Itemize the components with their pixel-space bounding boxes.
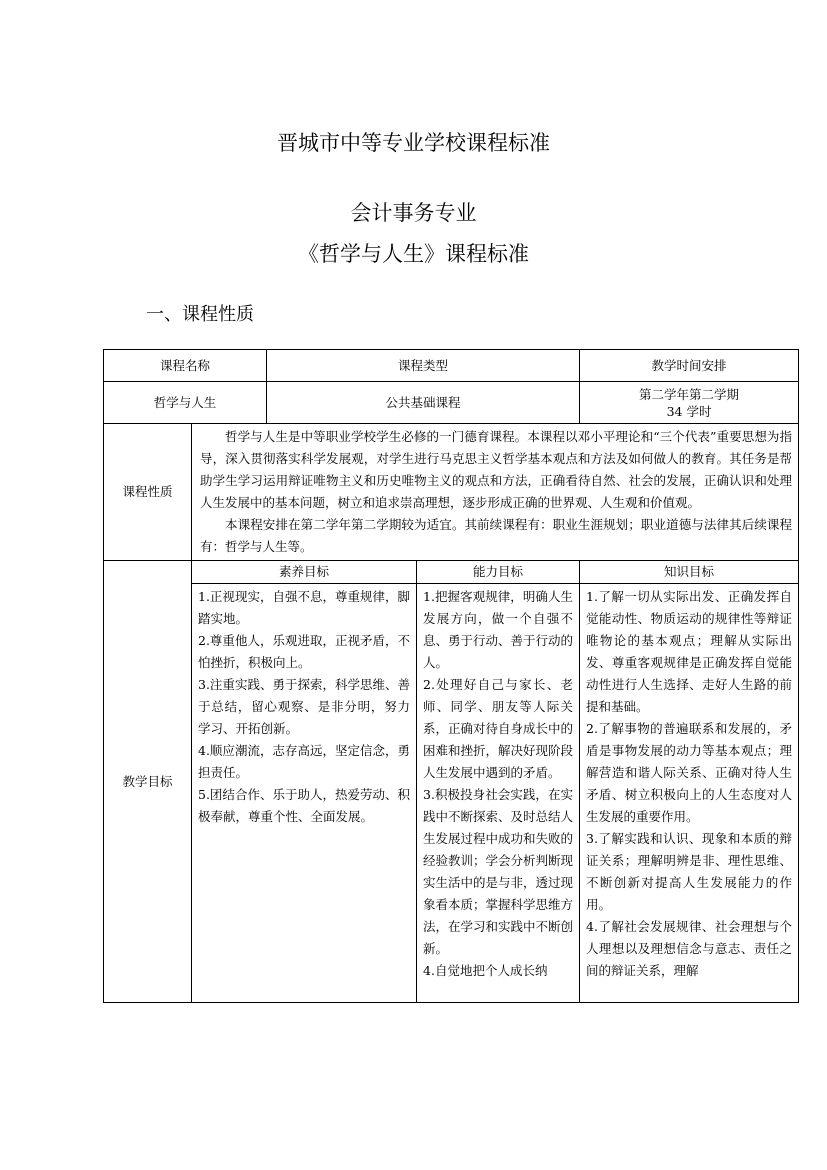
goals-header-row bbox=[104, 561, 799, 584]
list-item: 4.了解社会发展规律、社会理想与个人理想以及理想信念与意志、责任之间的辩证关系，理解 bbox=[586, 919, 793, 978]
course-nature-text bbox=[192, 424, 799, 561]
teaching-goals-label: 教学目标 bbox=[104, 561, 192, 1003]
course-nature-para-2: 本课程安排在第二学年第二学期较为适宜。其前续课程有：职业生涯规划；职业道德与法律其后续课程有：哲学与人生等。 bbox=[200, 517, 793, 554]
goals-content-row bbox=[104, 584, 799, 1003]
course-title: 《哲学与人生》课程标准 bbox=[298, 242, 529, 266]
course-nature-para-1: 哲学与人生是中等职业学校学生必修的一门德育课程。本课程以邓小平理论和“三个代表”重要思想为指导，深入贯彻落实科学发展观，对学生进行马克思主义哲学基本观点和方法及如何做人的教育。其任务是帮助学生学习运用辩证唯物主义和历史唯物主义的观点和方法，正确看待自然、社会的发展，正确认识和处理人生发展中的基本问题，树立和追求崇高理想，逐步形成正确的世界观、人生观和价值观。 bbox=[200, 429, 793, 510]
header-course-name: 课程名称 bbox=[104, 350, 267, 382]
literacy-goals bbox=[192, 584, 417, 1003]
list-item: 3.了解实践和认识、现象和本质的辩证关系；理解明辨是非、理性思维、不断创新对提高人生发展能力的作用。 bbox=[586, 831, 793, 912]
major-title: 会计事务专业 bbox=[350, 201, 477, 225]
list-item: 5.团结合作、乐于助人，热爱劳动、积极奉献，尊重个性、全面发展。 bbox=[198, 787, 411, 824]
list-item: 3.积极投身社会实践，在实践中不断探索、及时总结人生发展过程中成功和失败的经验教训；学会分析判断现实生活中的是与非，透过现象看本质；掌握科学思维方法，在学习和实践中不断创新。 bbox=[423, 787, 574, 956]
course-standard-table bbox=[103, 349, 799, 1003]
school-title: 晋城市中等专业学校课程标准 bbox=[277, 131, 550, 155]
list-item: 4.自觉地把个人成长纳 bbox=[423, 963, 548, 978]
goal-head-literacy: 素养目标 bbox=[192, 561, 417, 584]
list-item: 3.注重实践、勇于探索，科学思维、善于总结，留心观察、是非分明，努力学习、开拓创新。 bbox=[198, 677, 411, 736]
knowledge-goals bbox=[580, 584, 799, 1003]
course-nature-row bbox=[104, 424, 799, 561]
table-header-row bbox=[104, 350, 799, 382]
schedule-value bbox=[580, 382, 799, 424]
schedule-term: 第二学年第二学期 bbox=[639, 386, 740, 402]
header-schedule: 教学时间安排 bbox=[580, 350, 799, 382]
goal-head-knowledge: 知识目标 bbox=[580, 561, 799, 584]
list-item: 1.正视现实，自强不息，尊重规律，脚踏实地。 bbox=[198, 589, 411, 626]
list-item: 4.顺应潮流，志存高远，坚定信念，勇担责任。 bbox=[198, 743, 411, 780]
course-nature-label: 课程性质 bbox=[104, 424, 192, 561]
list-item: 2.尊重他人，乐观进取，正视矛盾，不怕挫折，积极向上。 bbox=[198, 633, 411, 670]
course-type-value: 公共基础课程 bbox=[267, 382, 580, 424]
table-info-row bbox=[104, 382, 799, 424]
goal-head-ability: 能力目标 bbox=[417, 561, 580, 584]
list-item: 1.把握客观规律，明确人生发展方向，做一个自强不息、勇于行动、善于行动的人。 bbox=[423, 589, 574, 670]
section-heading: 一、课程性质 bbox=[146, 304, 254, 325]
header-course-type: 课程类型 bbox=[267, 350, 580, 382]
schedule-hours: 34 学时 bbox=[666, 403, 712, 419]
ability-goals bbox=[417, 584, 580, 1003]
list-item: 2.了解事物的普遍联系和发展的，矛盾是事物发展的动力等基本观点；理解营造和谐人际关系、正确对待人生矛盾、树立积极向上的人生态度对人生发展的重要作用。 bbox=[586, 721, 793, 824]
list-item: 1.了解一切从实际出发、正确发挥自觉能动性、物质运动的规律性等辩证唯物论的基本观点；理解从实际出发、尊重客观规律是正确发挥自觉能动性进行人生选择、走好人生路的前提和基础。 bbox=[586, 589, 793, 714]
course-name-value: 哲学与人生 bbox=[104, 382, 267, 424]
list-item: 2.处理好自己与家长、老师、同学、朋友等人际关系，正确对待自身成长中的困难和挫折，解决好现阶段人生发展中遇到的矛盾。 bbox=[423, 677, 574, 780]
